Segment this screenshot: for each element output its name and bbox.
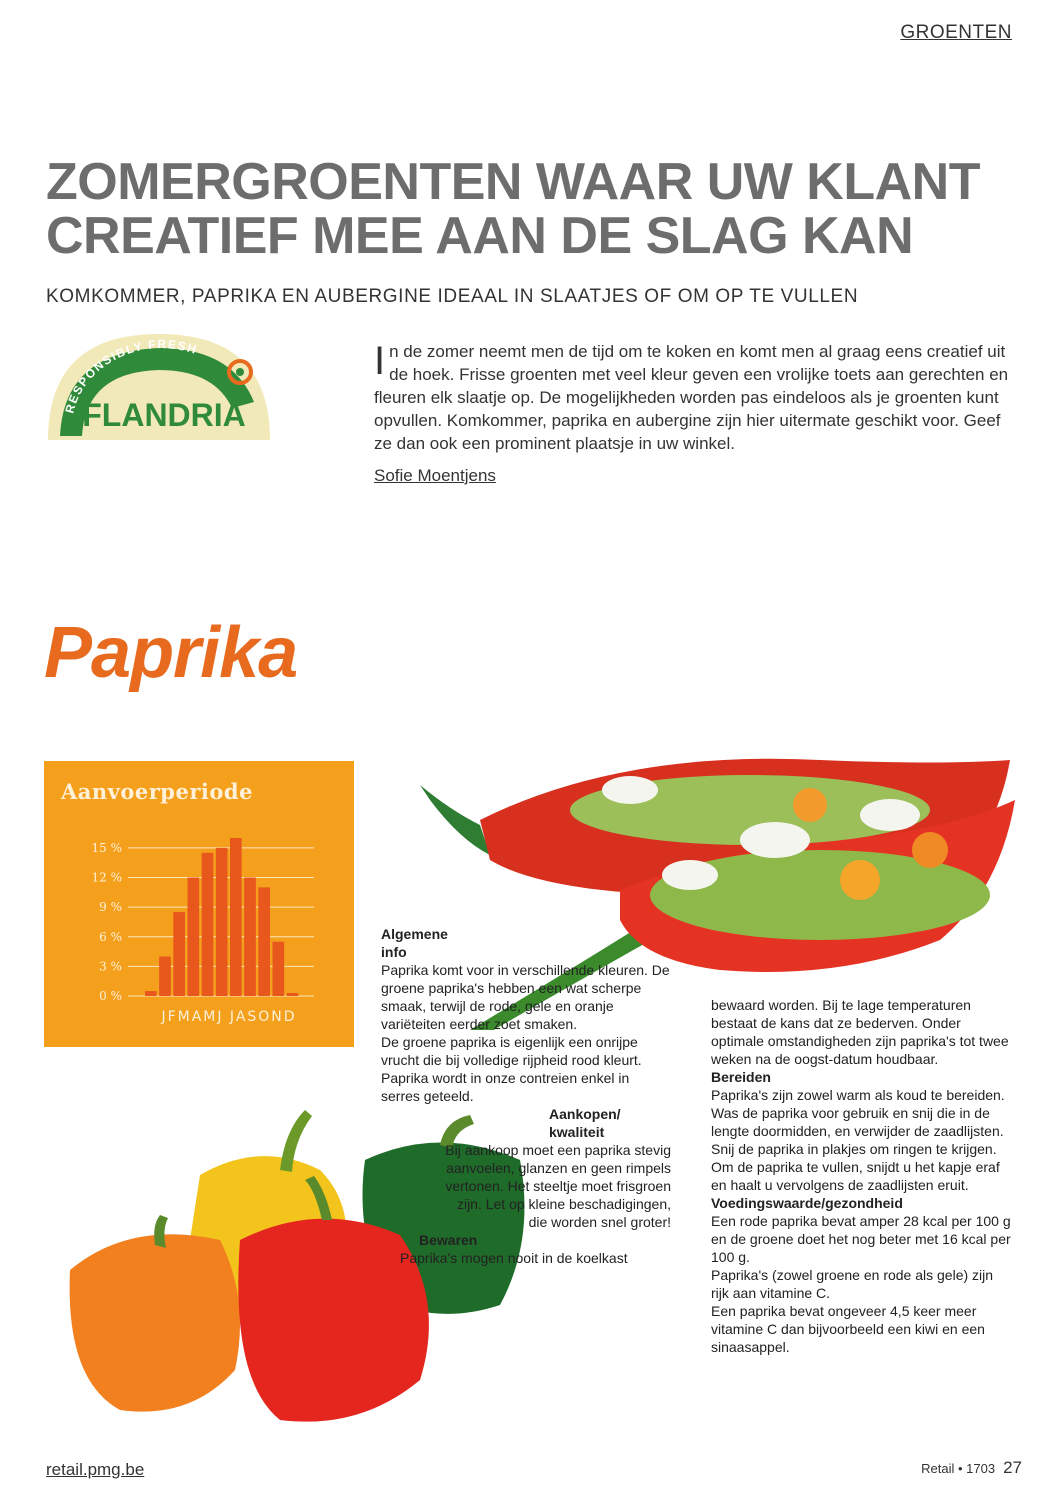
title-line-1: ZOMERGROENTEN WAAR UW KLANT [46, 153, 980, 211]
section-tag: GROENTEN [900, 22, 1012, 43]
intro-dropcap: I [374, 339, 386, 383]
chart-ytick-label: 0 % [99, 989, 122, 1003]
paragraph-groene-paprika: De groene paprika is eigenlijk een onrijpe vrucht die bij volledige rijpheid rood kleurt. Paprika wordt in onze contreien enkel in serres geteeld. [381, 1034, 642, 1104]
chart-panel [44, 761, 354, 1047]
chart-xtick-labels: JFMAMJ JASOND [161, 1009, 297, 1025]
dish-tomato-3 [793, 788, 827, 822]
paragraph-bewaren-vervolg: bewaard worden. Bij te lage temperaturen bestaat de kans dat ze bederven. Onder optimale omstandigheden zijn paprika's tot twee weken na de oogst-datum houdbaar. [711, 997, 1009, 1067]
chart-bar [230, 838, 242, 996]
dish-tomato-1 [840, 860, 880, 900]
footer-page-info [921, 1458, 1022, 1478]
author-byline[interactable]: Sofie Moentjens [374, 466, 496, 485]
chart-bar [258, 887, 270, 996]
chart-ytick-label: 6 % [99, 929, 122, 944]
heading-algemene-info: Algemene info [381, 926, 448, 960]
page-number: 27 [1003, 1458, 1022, 1477]
chart-bar [244, 878, 256, 997]
footer-website-link[interactable]: retail.pmg.be [46, 1460, 145, 1479]
paragraph-voedingswaarde-2: Paprika's (zowel groene en rode als gele) zijn rijk aan vitamine C. [711, 1267, 994, 1301]
dish-cream-1 [740, 822, 810, 858]
chart-ytick-label: 15 % [91, 840, 122, 855]
chart-bar [216, 848, 228, 996]
paragraph-bereiden-2: Snij de paprika in plakjes om ringen te krijgen. [711, 1141, 997, 1157]
paragraph-voedingswaarde-3: Een paprika bevat ongeveer 4,5 keer meer vitamine C dan bijvoorbeeld een kiwi en een sinaasappel. [711, 1303, 985, 1355]
chart-bar [273, 942, 285, 996]
intro-paragraph [374, 340, 1014, 455]
chart-ytick-label: 9 % [99, 900, 122, 915]
heading-voedingswaarde: Voedingswaarde/gezondheid [711, 1195, 903, 1211]
dish-tomato-2 [912, 832, 948, 868]
dish-stem-left [420, 785, 490, 855]
paragraph-voedingswaarde-1: Een rode paprika bevat amper 28 kcal per 100 g en de groene doet het nog beter met 16 kcal per 100 g. [711, 1213, 1011, 1265]
chart-bar [173, 912, 185, 996]
chart-ytick-label: 3 % [99, 959, 122, 974]
chart-bar [159, 957, 171, 997]
footer-magazine: Retail • 1703 [921, 1461, 996, 1476]
chart-title: Aanvoerperiode [61, 779, 253, 804]
pepper-orange [70, 1234, 240, 1411]
chart-bar [287, 993, 299, 996]
chart-ytick-label: 12 % [91, 870, 122, 885]
article-subtitle: KOMKOMMER, PAPRIKA EN AUBERGINE IDEAAL IN SLAATJES OF OM OP TE VULLEN [46, 286, 859, 307]
article-column-1 [381, 925, 681, 1267]
dish-cream-4 [602, 776, 658, 804]
paragraph-bereiden-1: Paprika's zijn zowel warm als koud te bereiden. Was de paprika voor gebruik en snij die in de lengte doormidden, en verwijder de zaadlijsten. [711, 1087, 1005, 1139]
dish-cream-3 [662, 860, 718, 890]
section-heading: Paprika [44, 613, 298, 693]
heading-bereiden: Bereiden [711, 1069, 771, 1085]
paragraph-bewaren: Paprika's mogen nooit in de koelkast [400, 1250, 628, 1266]
paragraph-bereiden-3: Om de paprika te vullen, snijdt u het kapje eraf en haalt u vervolgens de zaadlijsten eruit. [711, 1159, 1000, 1193]
dish-cream-2 [860, 799, 920, 831]
article-column-2 [711, 996, 1011, 1356]
chart-bar [145, 991, 157, 996]
logo-brand-text: FLANDRIA [82, 397, 246, 433]
paragraph-aankopen: Bij aankoop moet een paprika stevig aanvoelen, glanzen en geen rimpels vertonen. Het steeltje moet frisgroen zijn. Let op kleine beschadigingen, die worden snel groter! [445, 1142, 671, 1230]
chart-bar [202, 853, 214, 996]
logo-green-dot [236, 368, 244, 376]
supply-chart [44, 761, 354, 1047]
heading-aankopen: Aankopen/ kwaliteit [549, 1106, 621, 1140]
chart-bar [188, 878, 200, 997]
heading-bewaren: Bewaren [419, 1232, 478, 1248]
logo-arc-text: RESPONSIBLY FRESH [62, 337, 200, 415]
flandria-logo [46, 332, 272, 442]
title-line-2: CREATIEF MEE AAN DE SLAG KAN [46, 207, 914, 265]
intro-text: n de zomer neemt men de tijd om te koken en komt men al graag eens creatief uit de hoek. Frisse groenten met veel kleur geven een vrolijke toets aan gerechten en fleuren elk slaatje op. De mogelijkheden worden pas eindeloos als je groenten kunt opvullen. Komkommer, paprika en aubergine zijn hier uitermate geschikt voor. Geef ze dan ook een prominent plaatsje in uw winkel. [374, 342, 1009, 453]
article-title [46, 155, 1006, 263]
paragraph-algemene-info: Paprika komt voor in verschillende kleuren. De groene paprika's hebben een wat scherpe smaak, terwijl de rode, gele en oranje variëteiten eerder zoet smaken. [381, 962, 670, 1032]
